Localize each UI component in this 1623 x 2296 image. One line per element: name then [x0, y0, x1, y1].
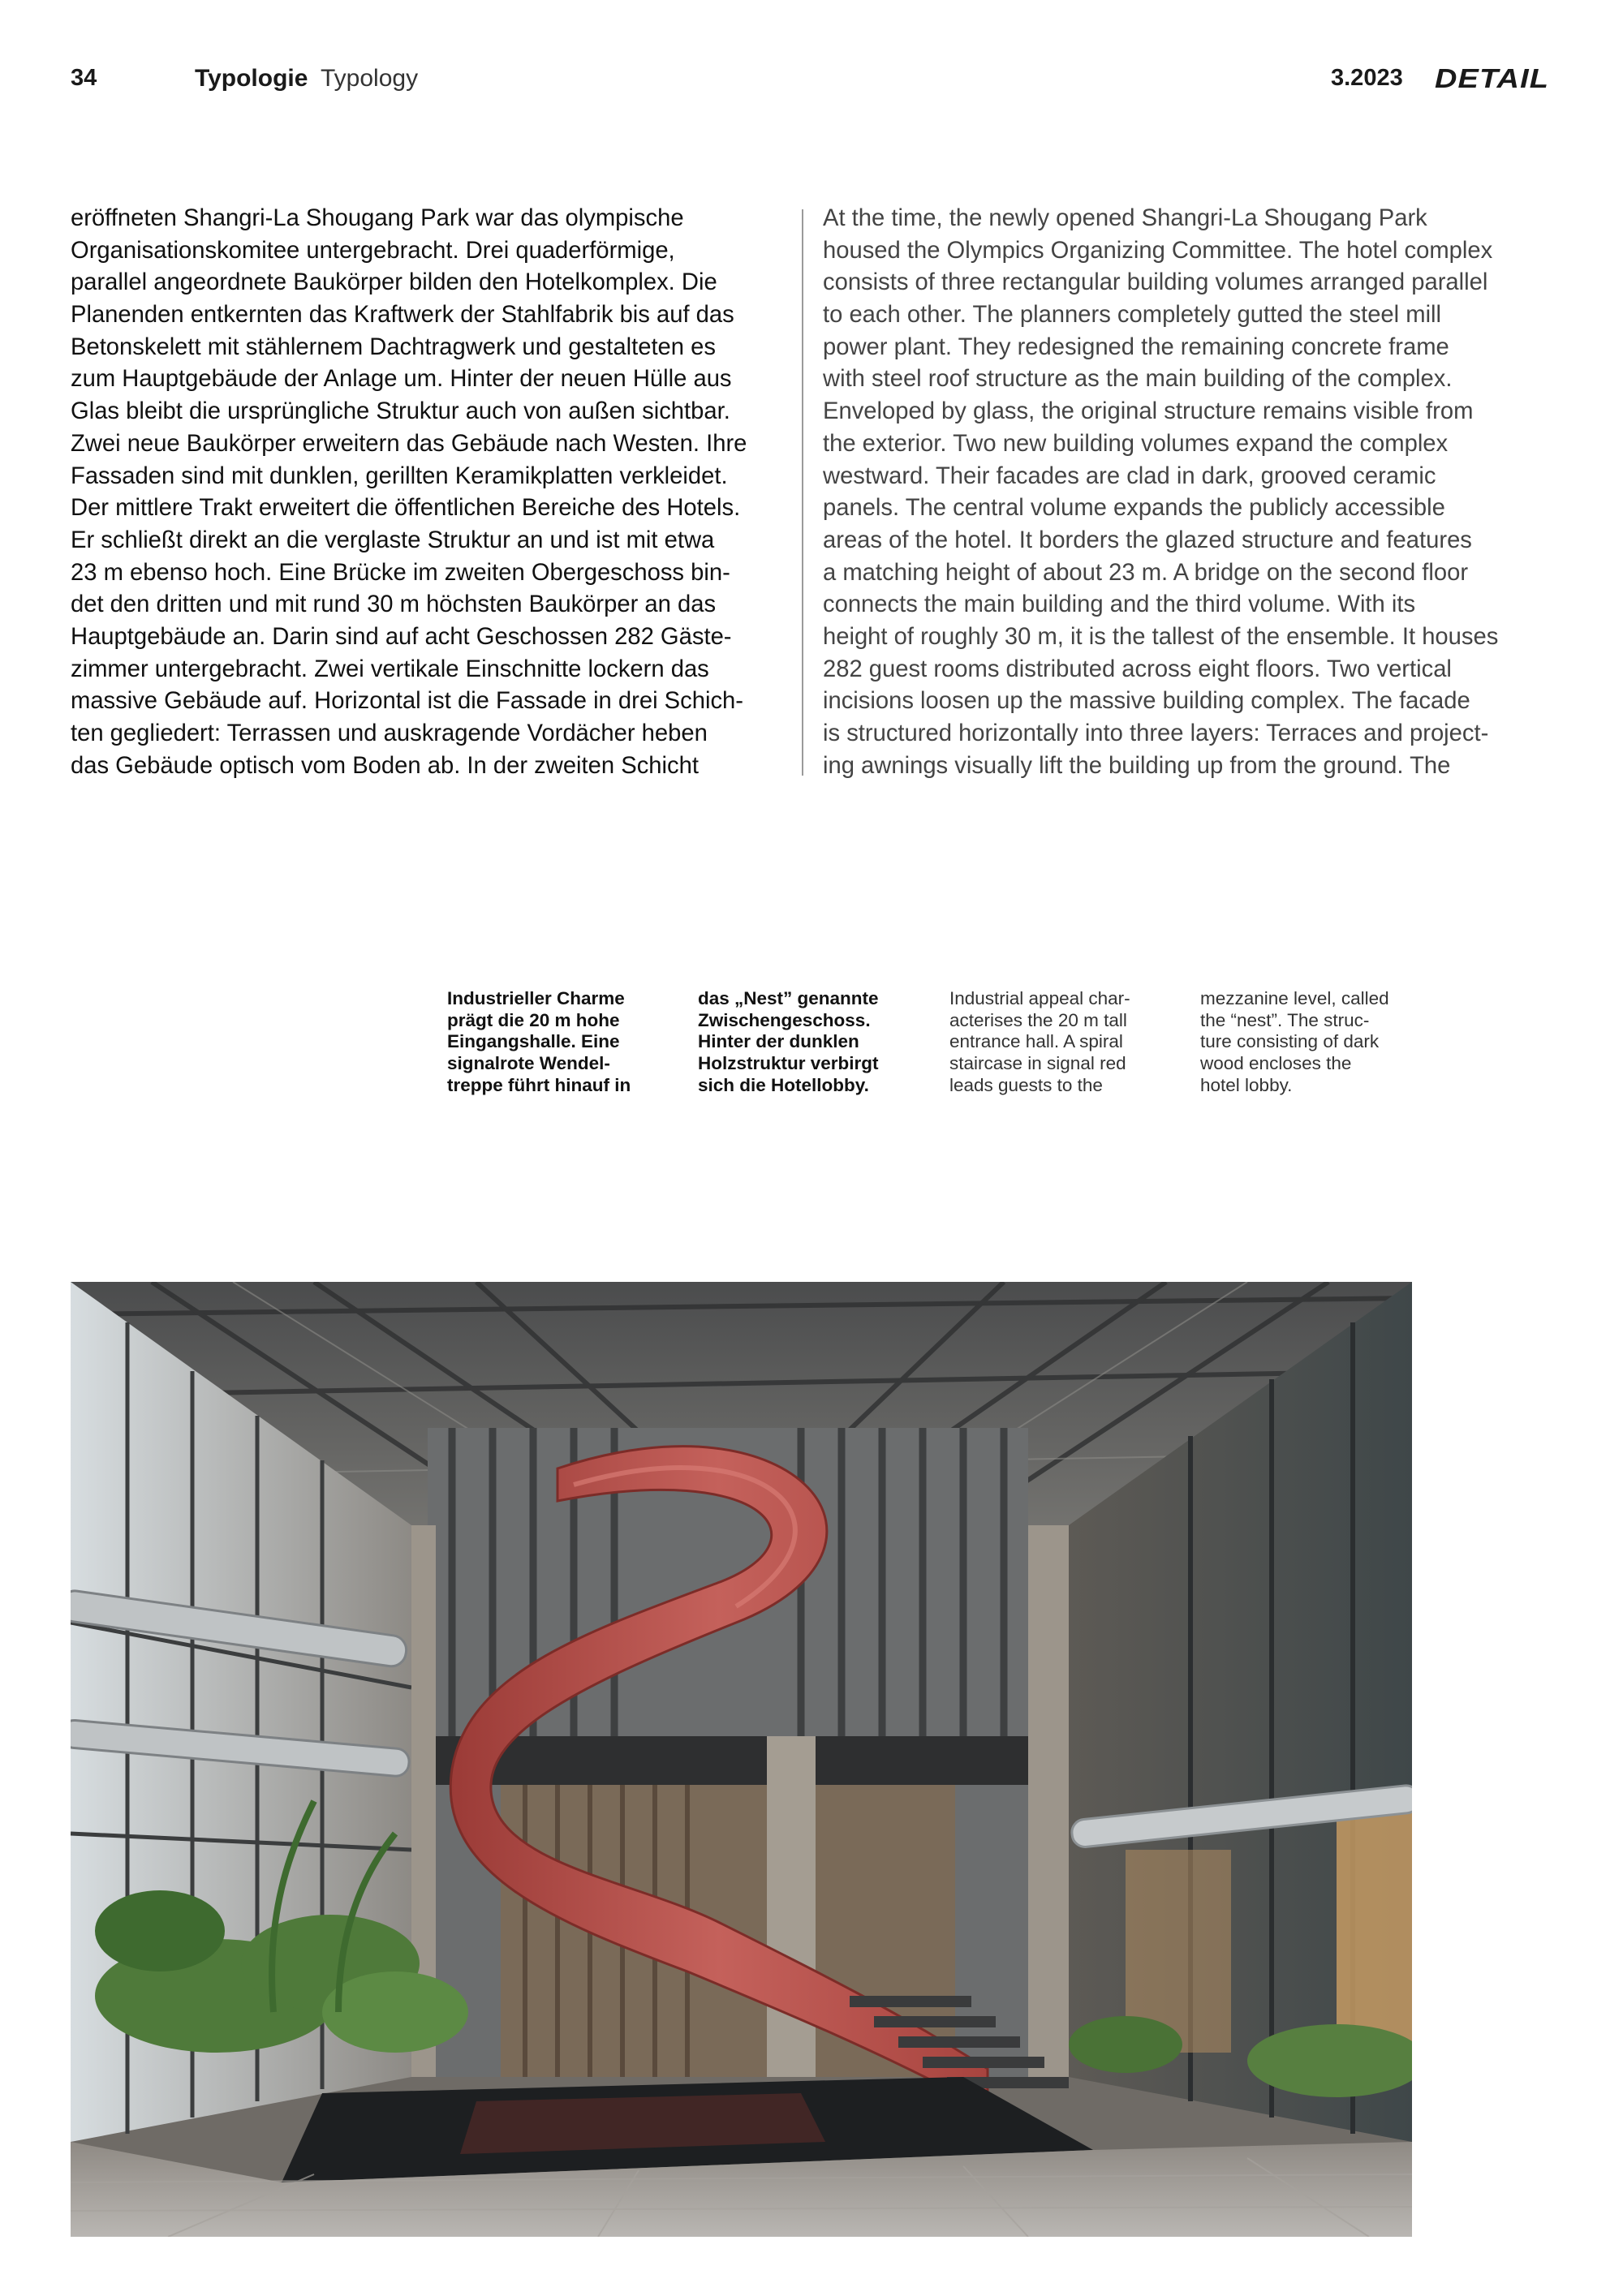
caption-english-part2 [1200, 988, 1389, 1097]
text-line: with steel roof structure as the main building of the complex. [823, 366, 1453, 393]
caption-line: treppe führt hinauf in [447, 1074, 631, 1095]
caption-line: staircase in signal red [949, 1053, 1126, 1074]
text-line: Organisationskomitee untergebracht. Drei quaderförmige, [71, 237, 675, 264]
caption-line: Industrieller Charme [447, 988, 625, 1008]
caption-line: prägt die 20 m hohe [447, 1009, 620, 1030]
caption-line: acterises the 20 m tall [949, 1009, 1127, 1030]
hotel-atrium-photo [71, 1282, 1412, 2237]
text-line: das Gebäude optisch vom Boden ab. In der zweiten Schicht [71, 752, 699, 779]
text-line: Der mittlere Trakt erweitert die öffentlichen Bereiche des Hotels. [71, 495, 741, 522]
text-line: Glas bleibt die ursprüngliche Struktur auch von außen sichtbar. [71, 398, 730, 425]
caption-line: Hinter der dunklen [698, 1031, 859, 1052]
text-line: panels. The central volume expands the publicly accessible [823, 495, 1445, 522]
section-title-en: Typology [321, 65, 419, 92]
text-line: zimmer untergebracht. Zwei vertikale Einschnitte lockern das [71, 656, 709, 682]
text-line: ing awnings visually lift the building up from the ground. The [823, 752, 1451, 779]
text-line: westward. Their facades are clad in dark, grooved ceramic [823, 462, 1436, 489]
caption-line: sich die Hotellobby. [698, 1074, 869, 1095]
caption-line: leads guests to the [949, 1074, 1103, 1095]
page-number: 34 [71, 65, 97, 91]
text-line: Zwei neue Baukörper erweitern das Gebäude nach Westen. Ihre [71, 430, 747, 457]
text-line: the exterior. Two new building volumes expand the complex [823, 430, 1449, 457]
text-line: Hauptgebäude an. Darin sind auf acht Geschossen 282 Gäste- [71, 623, 732, 650]
text-line: to each other. The planners completely gutted the steel mill [823, 302, 1442, 329]
caption-german-part1 [447, 988, 631, 1097]
caption-german-part2 [698, 988, 879, 1097]
text-line: power plant. They redesigned the remaining concrete frame [823, 333, 1449, 360]
text-line: Enveloped by glass, the original structure remains visible from [823, 398, 1474, 425]
text-line: Er schließt direkt an die verglaste Struktur an und ist mit etwa [71, 527, 715, 553]
text-line: a matching height of about 23 m. A bridge on the second floor [823, 559, 1469, 586]
caption-line: Eingangshalle. Eine [447, 1031, 620, 1052]
text-line: zum Hauptgebäude der Anlage um. Hinter der neuen Hülle aus [71, 366, 732, 393]
caption-line: Industrial appeal char- [949, 988, 1130, 1008]
text-line: 23 m ebenso hoch. Eine Brücke im zweiten Obergeschoss bin- [71, 559, 730, 586]
caption-line: the “nest”. The struc- [1200, 1009, 1370, 1030]
caption-line: mezzanine level, called [1200, 988, 1389, 1008]
caption-line: wood encloses the [1200, 1053, 1352, 1074]
caption-line: das „Nest” genannte [698, 988, 879, 1008]
text-line: incisions loosen up the massive building complex. The facade [823, 688, 1470, 715]
caption-line: entrance hall. A spiral [949, 1031, 1123, 1052]
text-line: Betonskelett mit stählernem Dachtragwerk und gestalteten es [71, 333, 716, 360]
caption-english-part1 [949, 988, 1130, 1097]
issue-number: 3.2023 [1331, 65, 1403, 91]
text-line: massive Gebäude auf. Horizontal ist die Fassade in drei Schich- [71, 688, 744, 715]
page-header [0, 65, 1623, 97]
body-text-english [823, 203, 1553, 782]
caption-line: hotel lobby. [1200, 1074, 1293, 1095]
caption-line: Holzstruktur verbirgt [698, 1053, 879, 1074]
text-line: 282 guest rooms distributed across eight floors. Two vertical [823, 656, 1452, 682]
caption-line: signalrote Wendel- [447, 1053, 610, 1074]
text-line: areas of the hotel. It borders the glazed structure and features [823, 527, 1472, 553]
text-line: is structured horizontally into three layers: Terraces and project- [823, 720, 1489, 746]
text-line: housed the Olympics Organizing Committee. The hotel complex [823, 237, 1493, 264]
text-line: Planenden entkernten das Kraftwerk der Stahlfabrik bis auf das [71, 302, 734, 329]
section-title-de: Typologie [195, 65, 308, 92]
text-line: connects the main building and the third volume. With its [823, 591, 1416, 618]
magazine-logo: DETAIL [1435, 63, 1550, 93]
caption-line: Zwischengeschoss. [698, 1009, 871, 1030]
text-line: eröffneten Shangri-La Shougang Park war das olympische [71, 205, 684, 231]
text-line: height of roughly 30 m, it is the tallest of the ensemble. It houses [823, 623, 1499, 650]
text-line: At the time, the newly opened Shangri-La Shougang Park [823, 205, 1427, 231]
body-text-german [71, 203, 785, 782]
text-line: Fassaden sind mit dunklen, gerillten Keramikplatten verkleidet. [71, 462, 728, 489]
text-line: parallel angeordnete Baukörper bilden den Hotelkomplex. Die [71, 269, 717, 296]
text-line: ten gegliedert: Terrassen und auskragende Vordächer heben [71, 720, 708, 746]
text-line: consists of three rectangular building volumes arranged parallel [823, 269, 1488, 296]
text-line: det den dritten und mit rund 30 m höchsten Baukörper an das [71, 591, 717, 618]
caption-line: ture consisting of dark [1200, 1031, 1380, 1052]
column-divider [802, 209, 803, 776]
